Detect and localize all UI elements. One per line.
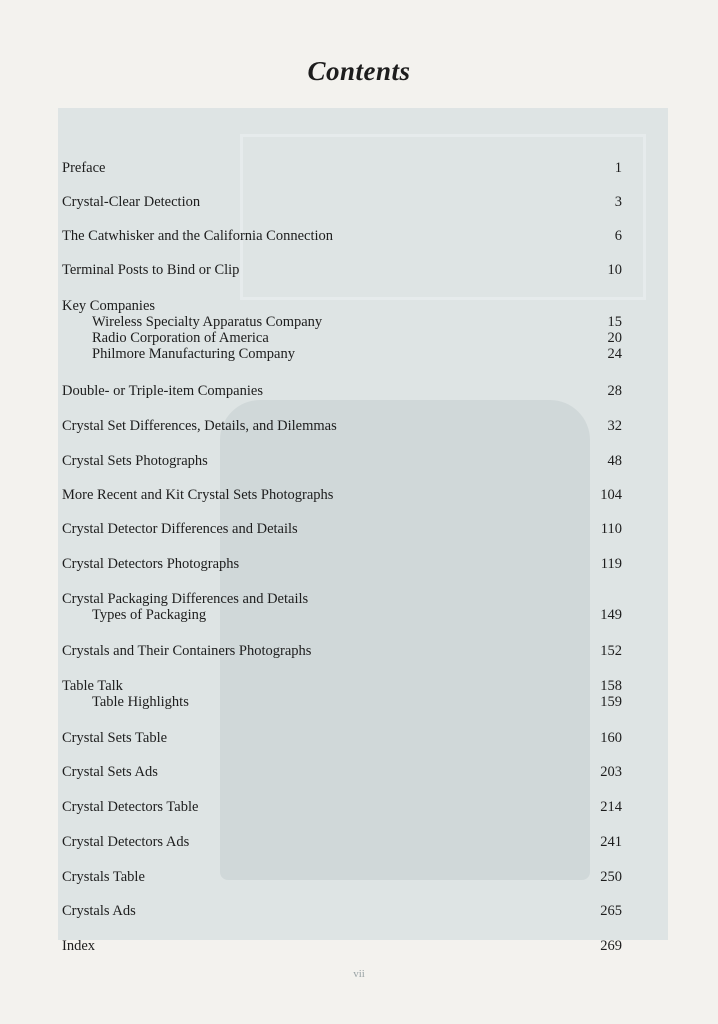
- toc-subentry-label: Types of Packaging: [92, 607, 207, 623]
- toc-entry-page: 119: [600, 556, 622, 572]
- toc-entry-page: 265: [600, 903, 622, 919]
- toc-entry-page: 48: [607, 453, 622, 469]
- toc-entry-page: 160: [600, 730, 622, 746]
- toc-subentry-page: 15: [607, 314, 622, 330]
- toc-entry-page: 250: [600, 869, 622, 885]
- toc-subentry-label: Radio Corporation of America: [92, 330, 269, 346]
- toc-entry-label: Double- or Triple-item Companies: [62, 383, 263, 399]
- toc-entry-page: 269: [600, 938, 622, 954]
- toc-entry-label: Crystals Ads: [62, 903, 136, 919]
- toc-subentry-label: Philmore Manufacturing Company: [92, 346, 295, 362]
- toc-entry-label: Preface: [62, 160, 106, 176]
- toc-entry-label: Crystal Sets Table: [62, 730, 168, 746]
- toc-subentry-page: 20: [607, 330, 622, 346]
- toc-entry-label: Table Talk: [62, 678, 123, 694]
- toc-entry-page: 32: [607, 418, 622, 434]
- toc-entry-label: Crystal Detectors Photographs: [62, 556, 240, 572]
- toc-entry-page: 3: [614, 194, 622, 210]
- toc-entry-label: The Catwhisker and the California Connection: [62, 228, 333, 244]
- toc-entry-label: Crystal Detector Differences and Details: [62, 521, 298, 537]
- toc-entry-page: 104: [600, 487, 622, 503]
- toc-entry-label: Crystals Table: [62, 869, 145, 885]
- page-title: Contents: [307, 56, 411, 86]
- toc-entry-page: 203: [600, 764, 622, 780]
- toc-entry-label: Crystal Detectors Ads: [62, 834, 190, 850]
- toc-entry-page: 241: [600, 834, 622, 850]
- toc-entry-label: Crystal Detectors Table: [62, 799, 199, 815]
- toc-entry-label: Crystal Sets Ads: [62, 764, 158, 780]
- toc-entry-page: 214: [600, 799, 622, 815]
- toc-subentry-page: 159: [600, 694, 622, 710]
- page-folio: vii: [353, 968, 365, 980]
- toc-entry-label: Index: [62, 938, 96, 954]
- toc-entry-page: 1: [614, 160, 622, 176]
- toc-entry-label: Crystal Set Differences, Details, and Dilemmas: [62, 418, 337, 434]
- toc-entry-page: 110: [600, 521, 622, 537]
- toc-entry-label: Crystal-Clear Detection: [62, 194, 201, 210]
- background-cover-figure: [220, 400, 590, 880]
- toc-subentry-label: Wireless Specialty Apparatus Company: [92, 314, 323, 330]
- toc-entry-page: 158: [600, 678, 622, 694]
- background-cover-masthead: [240, 134, 646, 300]
- toc-entry-page: 28: [607, 383, 622, 399]
- toc-entry-page: 152: [600, 643, 622, 659]
- toc-entry-page: 6: [614, 228, 622, 244]
- toc-entry-label: Crystal Packaging Differences and Details: [62, 591, 309, 607]
- toc-entry-label: More Recent and Kit Crystal Sets Photographs: [62, 487, 334, 503]
- toc-entry-label: Terminal Posts to Bind or Clip: [62, 262, 240, 278]
- toc-subentry-label: Table Highlights: [92, 694, 189, 710]
- toc-entry-label: Key Companies: [62, 298, 156, 314]
- toc-subentry-page: 149: [600, 607, 622, 623]
- toc-entry-label: Crystals and Their Containers Photographs: [62, 643, 312, 659]
- toc-subentry-page: 24: [607, 346, 622, 362]
- toc-entry-label: Crystal Sets Photographs: [62, 453, 208, 469]
- toc-entry-page: 10: [607, 262, 622, 278]
